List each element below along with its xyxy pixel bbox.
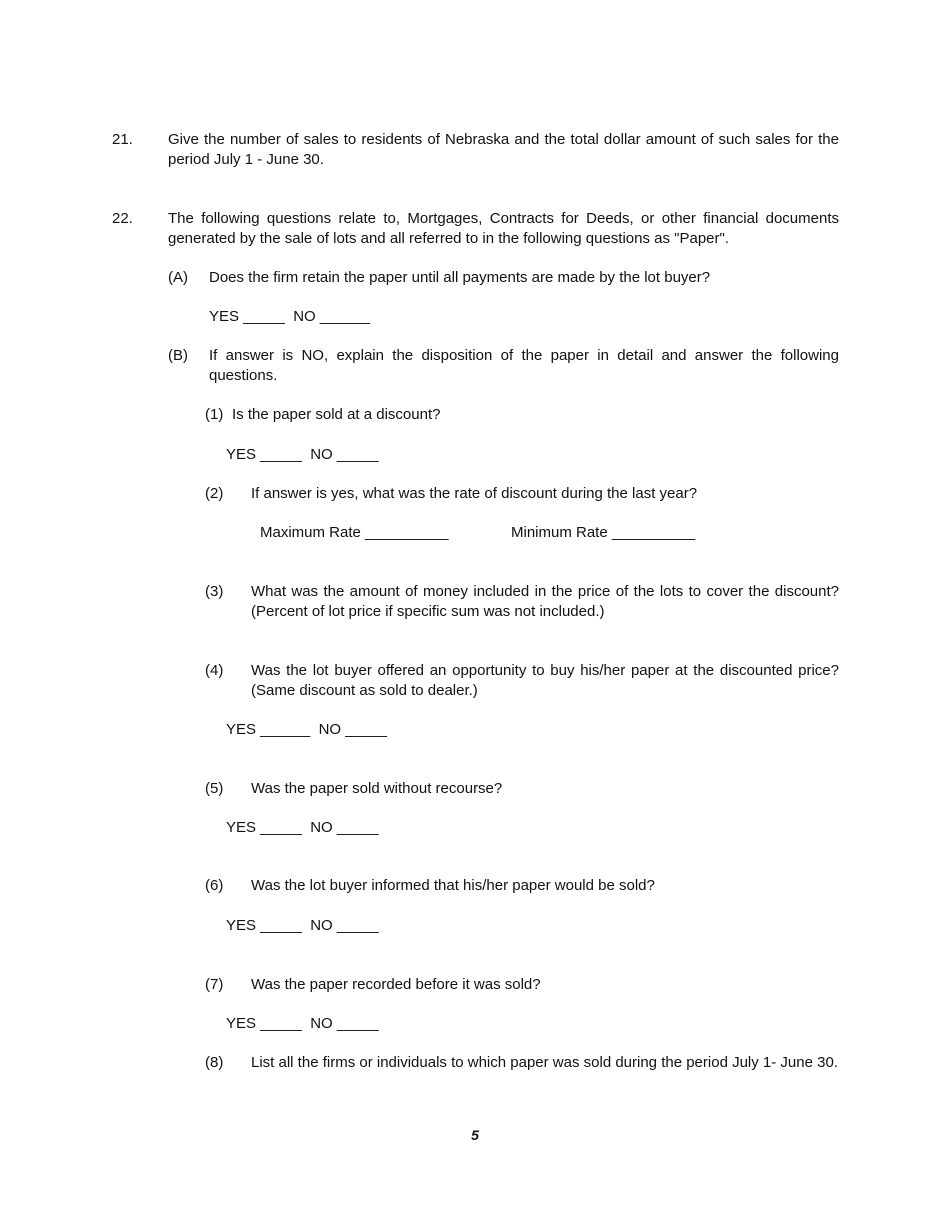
item-text-5: Was the paper sold without recourse? (251, 780, 503, 797)
item-label-4: (4) (205, 662, 224, 679)
item-label-5: (5) (205, 780, 224, 797)
yes-no-answer-a[interactable]: YES _____ NO ______ (209, 308, 370, 325)
yes-no-answer-1[interactable]: YES _____ NO _____ (226, 446, 379, 463)
item-label-6: (6) (205, 877, 224, 894)
yes-no-answer-7[interactable]: YES _____ NO _____ (226, 1015, 379, 1032)
item-text-4: Was the lot buyer offered an opportunity to buy his/her paper at the discounted price? (Same discount as sold to dealer.) (251, 662, 839, 699)
item-text-1: Is the paper sold at a discount? (232, 406, 441, 423)
yes-no-answer-5[interactable]: YES _____ NO _____ (226, 819, 379, 836)
item-label-8: (8) (205, 1054, 224, 1071)
item-label-3: (3) (205, 583, 224, 600)
page-number: 5 (471, 1127, 479, 1143)
minimum-rate-field[interactable]: Minimum Rate __________ (511, 524, 696, 541)
maximum-rate-field[interactable]: Maximum Rate __________ (260, 524, 449, 541)
question-text: The following questions relate to, Mortgages, Contracts for Deeds, or other financial documents generated by the sale of lots and all referred to in the following questions as "Paper". (168, 210, 839, 247)
item-text-8: List all the firms or individuals to which paper was sold during the period July 1- June 30. (251, 1054, 838, 1071)
item-text-6: Was the lot buyer informed that his/her paper would be sold? (251, 877, 655, 894)
item-label-1: (1) (205, 406, 224, 423)
sub-text-a: Does the firm retain the paper until all payments are made by the lot buyer? (209, 269, 711, 286)
sub-label-b: (B) (168, 347, 188, 364)
yes-no-answer-6[interactable]: YES _____ NO _____ (226, 917, 379, 934)
item-text-7: Was the paper recorded before it was sold? (251, 976, 541, 993)
sub-text-b: If answer is NO, explain the disposition of the paper in detail and answer the following questions. (209, 347, 839, 384)
question-number: 22. (112, 210, 133, 227)
item-label-2: (2) (205, 485, 224, 502)
question-number: 21. (112, 131, 133, 148)
sub-label-a: (A) (168, 269, 188, 286)
question-text: Give the number of sales to residents of Nebraska and the total dollar amount of such sales for the period July 1 - June 30. (168, 131, 839, 168)
item-label-7: (7) (205, 976, 224, 993)
item-text-2: If answer is yes, what was the rate of discount during the last year? (251, 485, 698, 502)
yes-no-answer-4[interactable]: YES ______ NO _____ (226, 721, 387, 738)
item-text-3: What was the amount of money included in the price of the lots to cover the discount? (Percent of lot price if specific sum was not included.) (251, 583, 839, 620)
